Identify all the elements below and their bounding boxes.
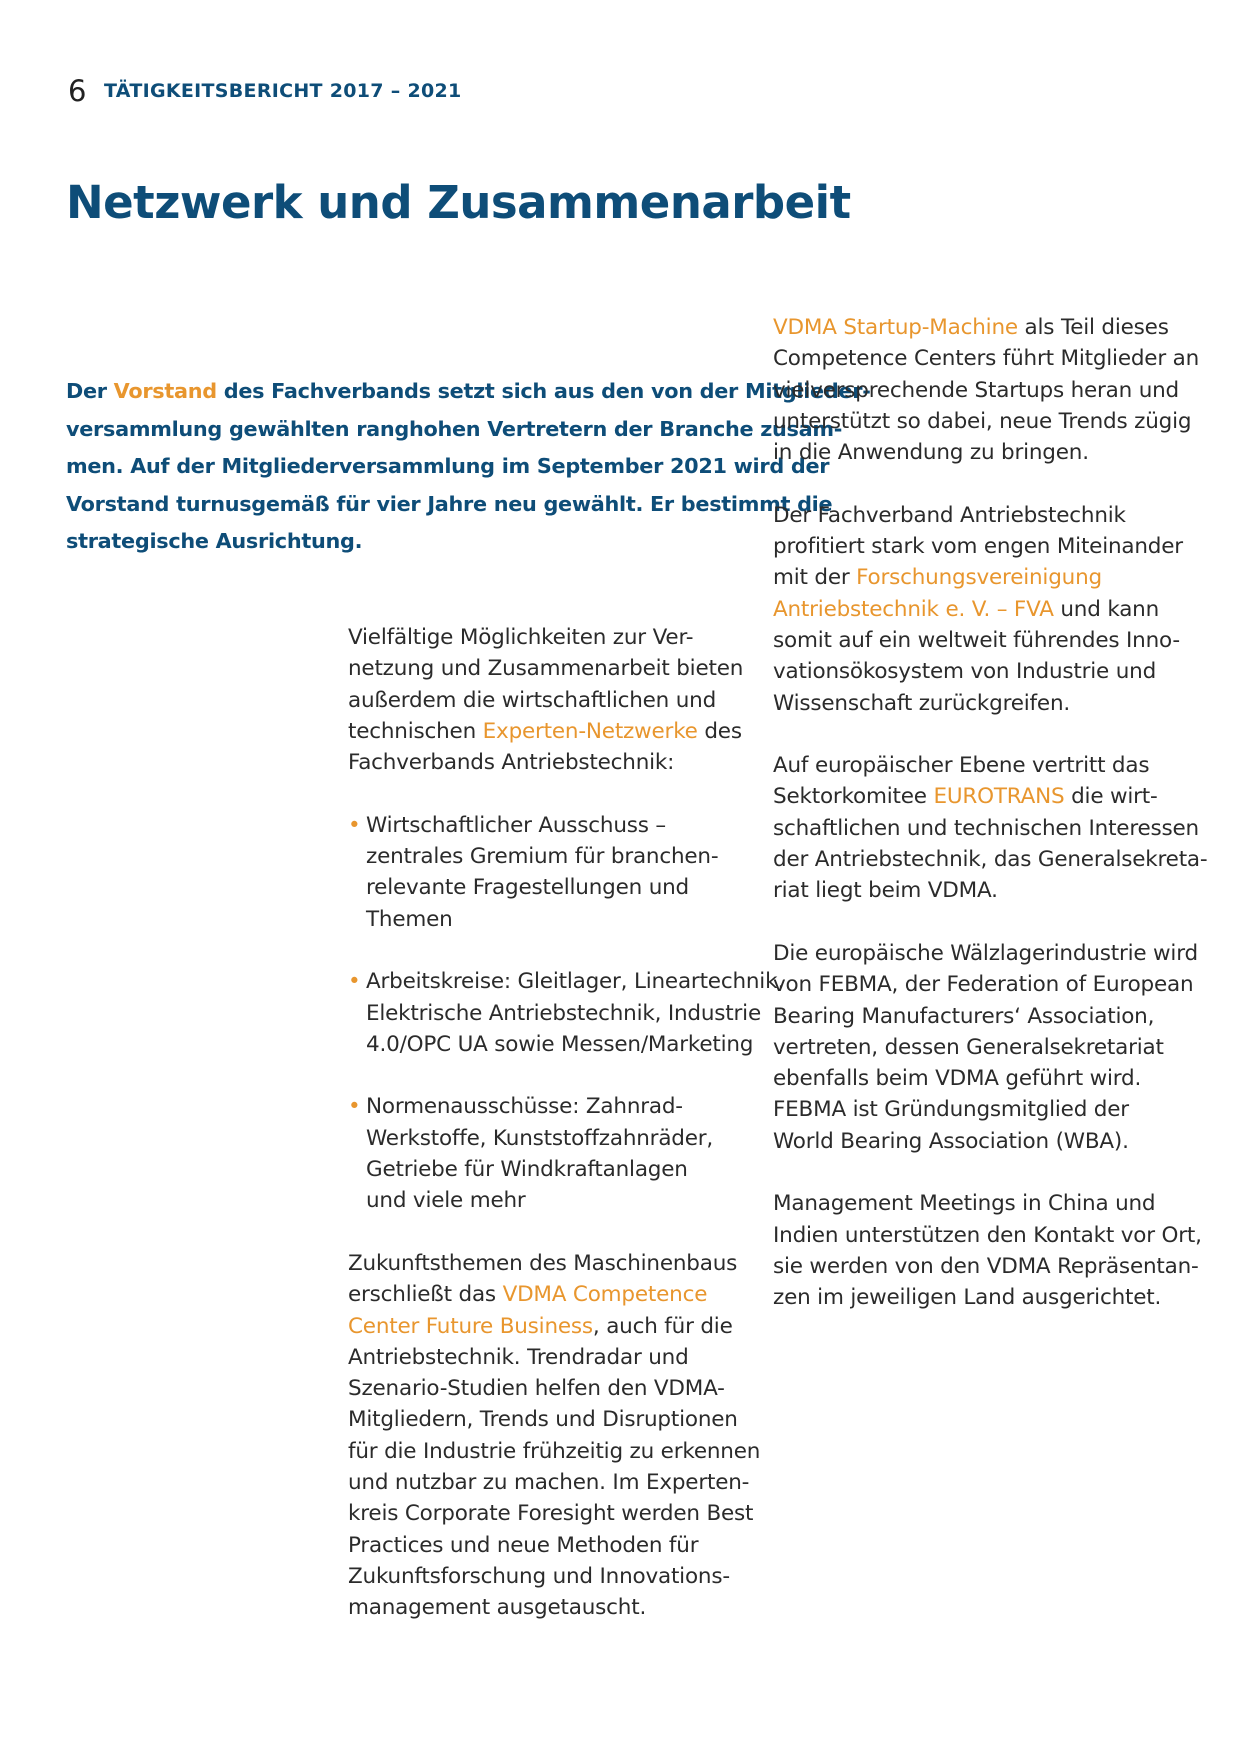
text-run: men. Auf der Mitgliederversammlung im September 2021 wird der: [66, 454, 830, 478]
text-line: [773, 500, 1193, 531]
text-line: [66, 373, 871, 411]
bullet-line: 4.0/OPC UA sowie Messen/Marketing: [366, 1031, 754, 1057]
text-run: Auf europäischer Ebene vertritt das: [773, 753, 1150, 779]
text-run: strategische Ausrichtung.: [66, 529, 363, 553]
text-line: [773, 781, 1193, 812]
text-run: Practices und neue Methoden für: [348, 1532, 699, 1558]
networks-intro-paragraph: [348, 622, 748, 778]
text-run: kreis Corporate Foresight werden Best: [348, 1501, 754, 1527]
text-line: [348, 1592, 748, 1623]
text-line: [66, 523, 766, 561]
bullet-item: [348, 966, 784, 1060]
text-run: versammlung gewählten ranghohen Vertretern der Branche zusam-: [66, 416, 843, 441]
text-line: [773, 594, 1193, 625]
text-run: erschließt das: [348, 1282, 503, 1308]
text-run: mit der: [773, 565, 857, 591]
bullet-line: relevante Fragestellungen und: [366, 875, 689, 901]
networks-bullet-list: [348, 810, 784, 1248]
text-run: unterstützt so dabei, neue Trends zügig: [773, 408, 1192, 434]
text-line: [66, 411, 843, 449]
text-run: von FEBMA, der Federation of European: [773, 972, 1194, 998]
text-run: als Teil dieses: [1017, 315, 1169, 340]
text-line: [66, 486, 833, 524]
text-line: [773, 969, 1193, 1000]
text-run: in die Anwendung zu bringen.: [773, 440, 1089, 466]
text-run: riat liegt beim VDMA.: [773, 878, 998, 904]
highlighted-term: Forschungsvereinigung: [856, 565, 1102, 591]
bullet-item: [348, 810, 748, 935]
text-run: Fachverbands Antriebstechnik:: [348, 750, 675, 776]
text-line: [348, 1342, 748, 1373]
text-run: und nutzbar zu machen. Im Experten-: [348, 1470, 750, 1496]
text-run: des: [697, 718, 742, 744]
paragraph: [773, 938, 1198, 1157]
text-line: [348, 1561, 748, 1592]
text-line: [773, 938, 1198, 969]
text-line: [773, 1126, 1193, 1157]
text-line: [773, 312, 1193, 343]
bullet-line: zentrales Gremium für branchen-: [366, 844, 719, 870]
text-run: des Fachverbands setzt sich aus den von der Mitglieder-: [216, 379, 871, 403]
text-run: somit auf ein weltweit führendes Inno-: [773, 627, 1180, 653]
text-line: [773, 1251, 1199, 1282]
text-line: [348, 1404, 748, 1435]
bullet-line: Themen: [366, 906, 453, 932]
text-line: [773, 875, 1193, 906]
text-line: [348, 1279, 748, 1310]
text-run: Indien unterstützen den Kontakt vor Ort,: [773, 1222, 1202, 1248]
text-line: [348, 1311, 748, 1342]
text-run: Antriebstechnik. Trendradar und: [348, 1344, 689, 1370]
text-run: World Bearing Association (WBA).: [773, 1128, 1129, 1154]
text-run: Zukunftsthemen des Maschinenbaus: [348, 1250, 738, 1276]
future-business-paragraph: [348, 1248, 761, 1624]
text-line: [348, 1436, 761, 1467]
highlighted-term: Antriebstechnik e. V. – FVA: [773, 596, 1054, 622]
highlighted-term: Center Future Business: [348, 1313, 593, 1339]
text-line: [348, 1467, 748, 1498]
highlighted-term: VDMA Startup-Machine: [773, 315, 1018, 340]
text-run: management ausgetauscht.: [348, 1595, 647, 1621]
bullet-item: [348, 1091, 748, 1216]
text-run: die wirt-: [1064, 784, 1158, 810]
paragraph: [773, 312, 1200, 468]
text-line: [66, 448, 830, 486]
text-line: [773, 437, 1193, 468]
text-line: [773, 1282, 1193, 1313]
text-run: vielversprechende Startups heran und: [773, 377, 1180, 403]
text-run: Vorstand turnusgemäß für vier Jahre neu gewählt. Er bestimmt die: [66, 491, 833, 516]
text-run: , auch für die: [592, 1313, 733, 1339]
text-run: Der Fachverband Antriebstechnik: [773, 502, 1126, 528]
text-line: [348, 716, 748, 747]
lead-paragraph: [66, 373, 871, 561]
bullet-marker: •: [348, 812, 361, 838]
text-run: Szenario-Studien helfen den VDMA-: [348, 1376, 725, 1402]
text-line: [773, 1032, 1193, 1063]
text-line: [348, 622, 748, 653]
running-title: TÄTIGKEITSBERICHT 2017 – 2021: [104, 80, 462, 102]
text-line: [773, 688, 1193, 719]
text-run: ebenfalls beim VDMA geführt wird.: [773, 1066, 1142, 1092]
text-run: netzung und Zusammenarbeit bieten: [348, 656, 744, 682]
text-run: vertreten, dessen Generalsekretariat: [773, 1034, 1164, 1060]
text-line: [773, 1063, 1193, 1094]
bullet-marker: •: [348, 969, 361, 995]
text-line: [773, 750, 1193, 781]
text-line: [773, 375, 1193, 406]
bullet-line: Getriebe für Windkraftanlagen: [366, 1157, 688, 1183]
text-run: zen im jeweiligen Land ausgerichtet.: [773, 1285, 1162, 1311]
text-run: Zukunftsforschung und Innovations-: [348, 1563, 730, 1589]
text-run: vationsökosystem von Industrie und: [773, 659, 1157, 685]
text-line: [773, 625, 1193, 656]
text-run: Die europäische Wälzlagerindustrie wird: [773, 940, 1198, 966]
text-run: Management Meetings in China und: [773, 1191, 1156, 1217]
text-run: Wissenschaft zurückgreifen.: [773, 690, 1071, 716]
text-run: für die Industrie frühzeitig zu erkennen: [348, 1438, 761, 1464]
text-line: [773, 1220, 1202, 1251]
text-run: Der: [66, 379, 114, 403]
text-line: [348, 1248, 748, 1279]
text-line: [773, 343, 1200, 374]
text-line: [773, 656, 1193, 687]
paragraph: [773, 750, 1208, 906]
text-run: FEBMA ist Gründungsmitglied der: [773, 1097, 1129, 1123]
text-line: [773, 562, 1193, 593]
text-line: [348, 1498, 754, 1529]
text-run: technischen: [348, 718, 483, 744]
text-run: Competence Centers führt Mitglieder an: [773, 346, 1200, 372]
highlighted-term: Vorstand: [113, 379, 217, 403]
highlighted-term: EUROTRANS: [933, 784, 1065, 810]
paragraph: [773, 500, 1193, 719]
highlighted-term: Experten-Netzwerke: [482, 718, 698, 744]
paragraph: [773, 1188, 1202, 1313]
text-line: [773, 531, 1193, 562]
text-line: [348, 685, 748, 716]
bullet-line: Werkstoffe, Kunststoffzahnräder,: [366, 1125, 714, 1151]
right-column: [773, 312, 1208, 1314]
text-run: der Antriebstechnik, das Generalsekreta-: [773, 847, 1208, 873]
text-line: [773, 844, 1208, 875]
page-number: 6: [68, 74, 87, 108]
text-line: [773, 813, 1199, 844]
text-line: [773, 1001, 1193, 1032]
middle-column: [348, 622, 784, 1624]
text-run: sie werden von den VDMA Repräsentan-: [773, 1253, 1199, 1279]
text-run: Bearing Manufacturers‘ Association,: [773, 1003, 1155, 1029]
text-run: außerdem die wirtschaftlichen und: [348, 687, 717, 713]
text-line: [773, 1094, 1193, 1125]
text-run: Vielfältige Möglichkeiten zur Ver-: [348, 625, 694, 650]
page-title: Netzwerk und Zusammenarbeit: [66, 176, 851, 229]
bullet-line: und viele mehr: [366, 1188, 526, 1214]
text-run: profitiert stark vom engen Miteinander: [773, 534, 1183, 560]
text-run: Sektorkomitee: [773, 784, 934, 810]
text-line: [773, 406, 1193, 437]
text-run: schaftlichen und technischen Interessen: [773, 815, 1199, 841]
text-line: [348, 747, 748, 778]
highlighted-term: VDMA Competence: [502, 1282, 708, 1308]
bullet-line: Normenausschüsse: Zahnrad-: [366, 1094, 683, 1120]
text-run: Mitgliedern, Trends und Disruptionen: [348, 1407, 738, 1433]
bullet-line: Wirtschaftlicher Ausschuss –: [366, 812, 666, 838]
bullet-line: Arbeitskreise: Gleitlager, Lineartechnik,: [366, 969, 784, 995]
text-run: und kann: [1053, 596, 1160, 622]
text-line: [348, 1530, 748, 1561]
text-line: [773, 1188, 1193, 1219]
bullet-marker: •: [348, 1094, 361, 1120]
text-line: [348, 1373, 748, 1404]
bullet-line: Elektrische Antriebstechnik, Industrie: [366, 1000, 761, 1026]
text-line: [348, 653, 748, 684]
